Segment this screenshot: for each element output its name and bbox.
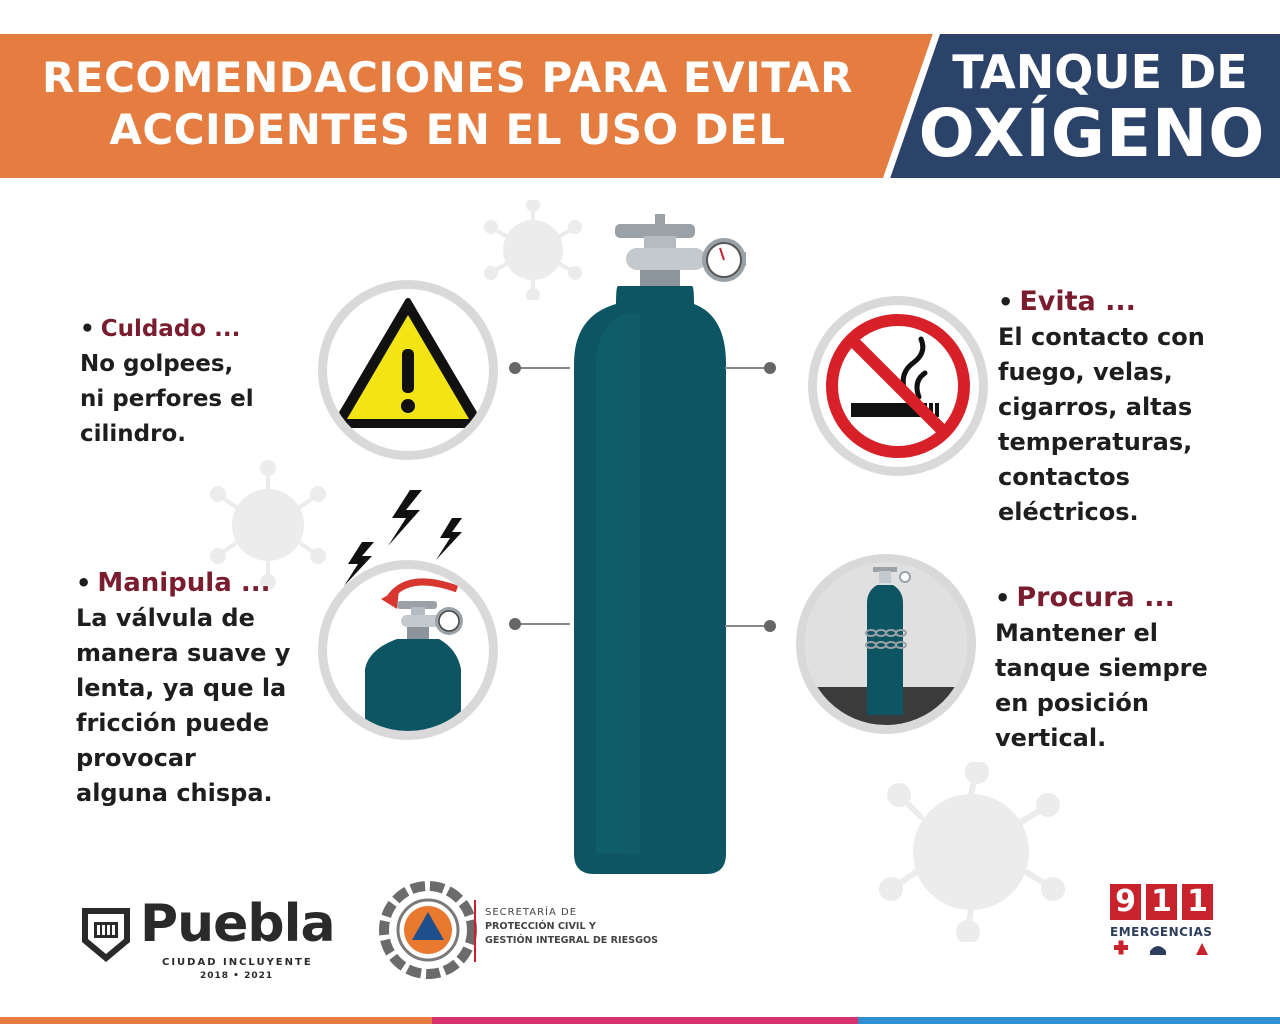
pc-line1: SECRETARÍA DE [485, 907, 578, 918]
no-smoking-icon [817, 305, 979, 467]
connector-line [505, 358, 570, 378]
bullet: • [995, 584, 1011, 612]
tip-heading: Culdado ... [100, 316, 241, 342]
divider [474, 900, 476, 962]
bottom-color-bar [0, 1017, 1280, 1024]
puebla-wordmark: Puebla [140, 894, 335, 954]
warning-icon [327, 289, 489, 451]
pc-line2: PROTECCIÓN CIVIL Y [485, 921, 596, 932]
bullet: • [80, 316, 95, 342]
connector-line [505, 614, 570, 634]
tip-ensure [995, 580, 1208, 756]
emergencias-911-logo [1110, 884, 1215, 964]
tip-handle [76, 566, 290, 811]
chained-tank-icon [805, 563, 967, 725]
tip-text: Mantener el tanque siempre en posición vertical. [995, 619, 1208, 752]
vertical-tank-circle [796, 554, 976, 734]
proteccion-civil-text [485, 906, 658, 948]
header-title [0, 52, 895, 156]
emergency-number [1110, 884, 1215, 920]
connector-line [725, 358, 780, 378]
bullet: • [998, 288, 1014, 316]
valve-spark-icon [327, 569, 489, 731]
valve-circle [318, 560, 498, 740]
bar-segment [0, 1017, 432, 1024]
tip-careful [80, 312, 254, 452]
emergency-services-icon [1110, 939, 1215, 959]
puebla-logo [80, 894, 335, 990]
digit: 9 [1110, 884, 1141, 920]
digit: 1 [1146, 884, 1177, 920]
bar-segment [858, 1017, 1280, 1024]
no-smoking-circle [808, 296, 988, 476]
header-title-line2: ACCIDENTES EN EL USO DEL [109, 105, 786, 154]
tip-heading: Evita ... [1019, 286, 1136, 317]
tip-heading: Manipula ... [97, 568, 271, 598]
header-topic-line2: OXÍGENO [918, 95, 1266, 172]
bullet: • [76, 569, 92, 597]
oxygen-tank-icon [560, 214, 770, 884]
connector-line [725, 616, 780, 636]
header-topic-line1: TANQUE DE [952, 45, 1248, 99]
puebla-shield-icon [80, 906, 132, 964]
tip-text: El contacto con fuego, velas, cigarros, altas temperaturas, contactos eléctricos. [998, 323, 1205, 526]
bar-segment [432, 1017, 858, 1024]
tip-text: La válvula de manera suave y lenta, ya que la fricción puede provocar alguna chispa. [76, 604, 291, 807]
warning-circle [318, 280, 498, 460]
puebla-subtitle: CIUDAD INCLUYENTE [162, 957, 313, 968]
puebla-years: 2018 • 2021 [200, 971, 274, 981]
emergencias-label: EMERGENCIAS [1110, 925, 1213, 939]
tip-heading: Procura ... [1016, 582, 1175, 613]
pc-line3: GESTIÓN INTEGRAL DE RIESGOS [485, 935, 659, 946]
proteccion-civil-emblem-icon [378, 880, 478, 980]
virus-icon [876, 762, 1066, 942]
header-title-line1: RECOMENDACIONES PARA EVITAR [42, 53, 853, 102]
digit: 1 [1182, 884, 1213, 920]
tip-avoid [998, 284, 1205, 530]
tip-text: No golpees, ni perfores el cilindro. [80, 351, 254, 447]
